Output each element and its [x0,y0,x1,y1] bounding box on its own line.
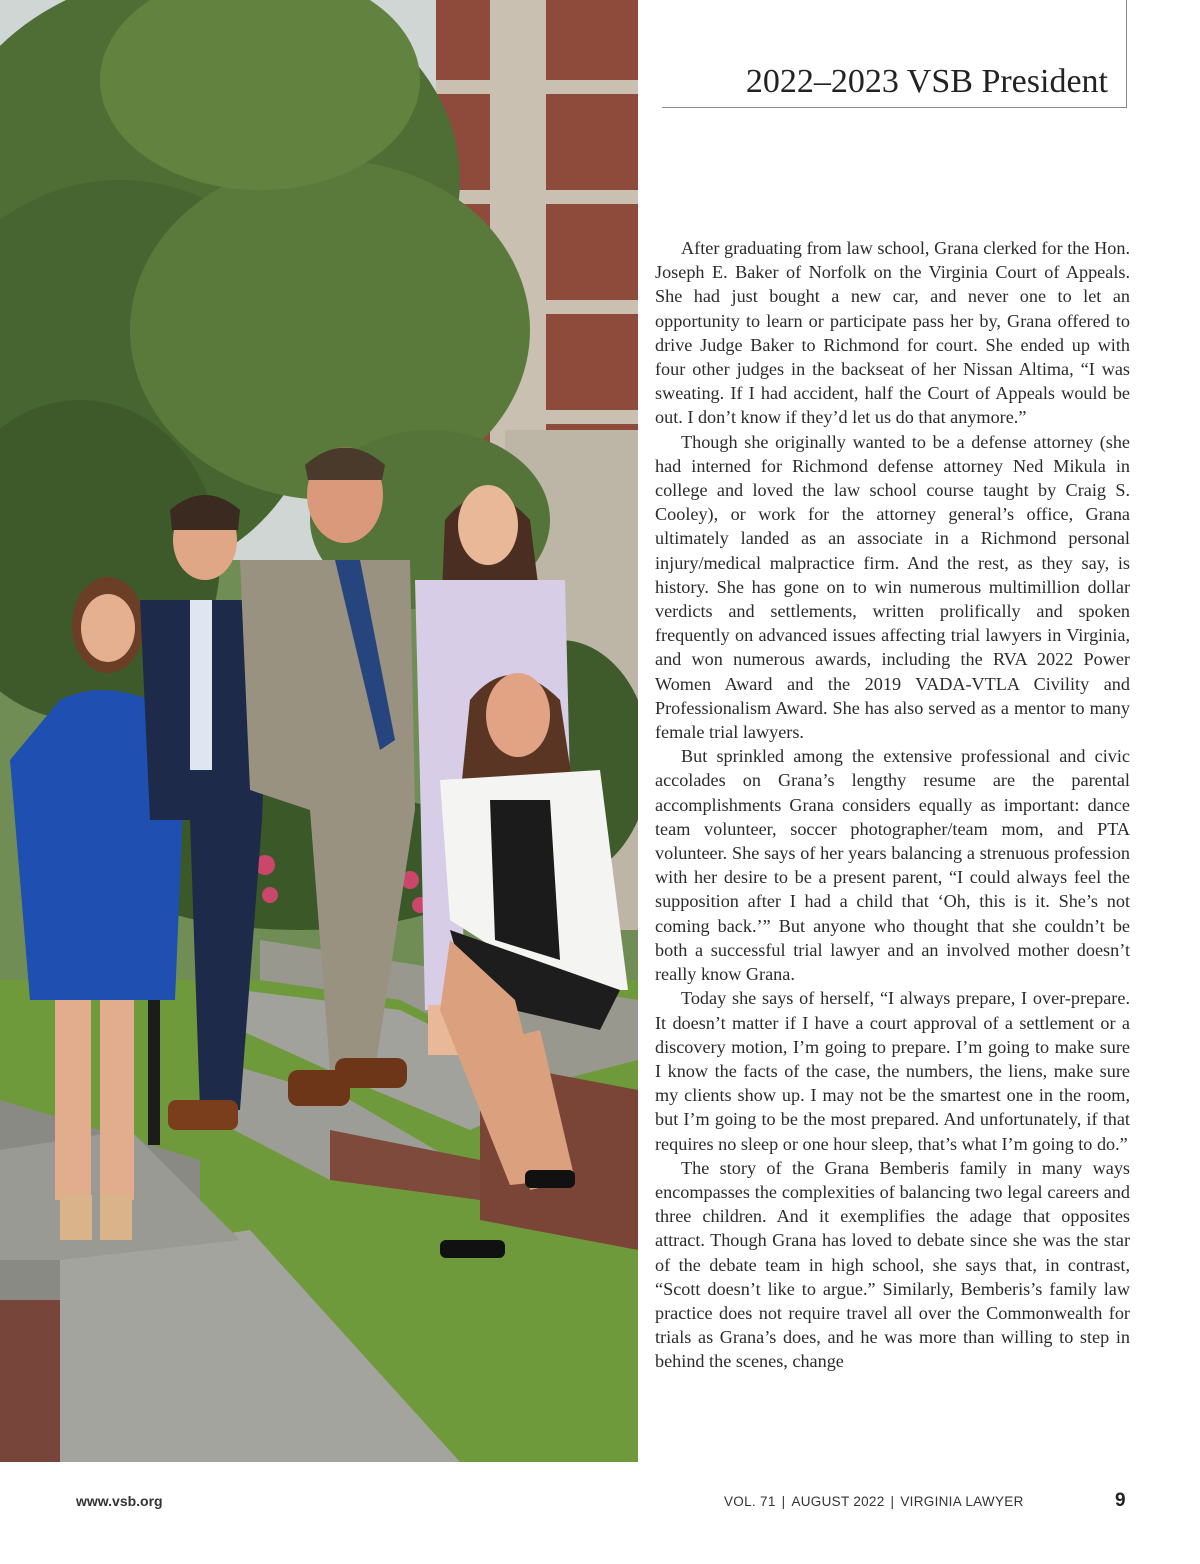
railing [148,1000,160,1145]
footer-separator: | [890,1494,895,1509]
article-paragraph: Today she says of herself, “I always prepare, I over-prepare. It doesn’t matter if I have a court approval of a settlement or a discovery motion, I’m going to prepare. I’m going to make sure I know the facts of the case, the numbers, the liens, make sure my clients show up. I may not be the smartest one in the room, but I’m going to be the most prepared. And unfortunately, if that requires no sleep or one hour sleep, that’s what I’m going to do.” [655,988,1130,1154]
article-paragraph: The story of the Grana Bemberis family in many ways encompasses the complexities of balancing two legal careers and three children. And it exemplifies the adage that opposites attract. Though Grana has loved to debate since she was the star of the debate team in high school, she says that, in contrast, “Scott doesn’t like to argue.” Similarly, Bemberis’s family law practice does not require travel all over the Commonwealth for trials as Grana’s does, and he was more than willing to step in behind the scenes, change [655,1157,1130,1372]
article-paragraph: After graduating from law school, Grana clerked for the Hon. Joseph E. Baker of Norfolk on the Virginia Court of Appeals. She had just bought a new car, and never one to let an opportunity to learn or participate pass her by, Grana offered to drive Judge Baker to Richmond for court. She ended up with four other judges in the backseat of her Nissan Altima, “I was sweating. If I had accident, half the Court of Appeals would be out. I don’t know if they’d let us do that anymore.” [655,238,1130,428]
footer-website-link[interactable]: www.vsb.org [76,1493,163,1509]
article-paragraph: Though she originally wanted to be a defense attorney (she had interned for Richmond defense attorney Ned Mikula in college and loved the law school course taught by Craig S. Cooley), or work for the attorney general’s office, Grana ultimately landed as an associate in a Richmond personal injury/medical malpractice firm. And the rest, as they say, is history. She has gone on to win numerous multimillion dollar verdicts and settlements, written prolifically and spoken frequently on advanced issues affecting trial lawyers in Virginia, and won numerous awards, including the RVA 2022 Power Women Award and the 2019 VADA-VTLA Civility and Professionalism Award. She has also served as a mentor to many female trial lawyers. [655,431,1130,743]
photo-illustration [0,0,638,1462]
header-box [662,0,1127,108]
family-portrait-photo [0,0,638,1462]
footer-separator: | [781,1494,786,1509]
footer-publication: VIRGINIA LAWYER [900,1494,1024,1509]
footer-issue-info [724,1494,1024,1509]
page-number: 9 [1115,1490,1126,1511]
footer-volume: VOL. 71 [724,1494,776,1509]
article-paragraph: But sprinkled among the extensive professional and civic accolades on Grana’s lengthy resume are the parental accomplishments Grana considers equally as important: dance team volunteer, soccer photographer/team mom, and PTA volunteer. She says of her years balancing a strenuous profession with her desire to be a present parent, “I could always feel the supposition after I had a child that ‘Oh, this is it. She’s not coming back.’” But anyone who thought that she couldn’t be both a successful trial lawyer and an involved mother doesn’t really know Grana. [655,746,1130,985]
page-title: 2022–2023 VSB President [745,63,1108,100]
article-body [655,236,1130,1374]
footer-date: AUGUST 2022 [791,1494,885,1509]
